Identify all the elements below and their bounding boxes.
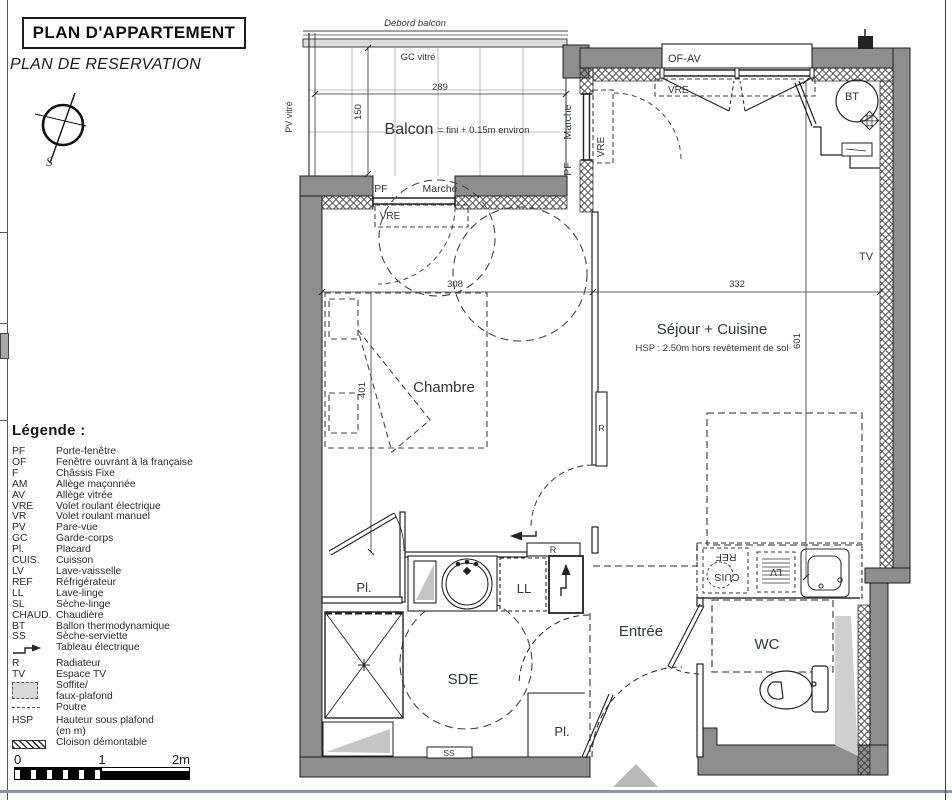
hsp-note: HSP : 2.50m hors revêtement de sol — [635, 343, 789, 354]
legend-row-cloison: Cloison démontable — [12, 738, 280, 753]
cloison-demontable-symbol — [12, 740, 46, 749]
shower-drain — [358, 659, 370, 671]
turning-circles — [379, 180, 587, 729]
scale-bar-graphic — [14, 767, 190, 780]
fridge-label: REF — [715, 551, 737, 563]
vre-of-label: VRE — [668, 85, 689, 96]
page-right-border — [945, 0, 946, 800]
duct-shading — [835, 616, 858, 756]
compass-south-label: S — [46, 154, 53, 169]
border-tick — [0, 232, 8, 233]
legend-row: PF Porte-fenêtre — [12, 446, 117, 457]
of-av-label: OF-AV — [668, 53, 701, 65]
legend-row: SL Sèche-linge — [12, 598, 111, 610]
legend-row: SS Sèche-serviette — [12, 631, 128, 643]
legend-row: AV Allège vitrée — [12, 489, 113, 501]
scale-bar — [14, 752, 190, 780]
chambre-placard-door — [329, 513, 404, 555]
dim-601: 601 — [792, 333, 803, 349]
toilet — [760, 666, 828, 712]
entree-label: Entrée — [618, 623, 664, 640]
entry-marker-triangle — [613, 764, 658, 787]
pf-side-label: PF — [562, 162, 574, 176]
poutre-symbol — [12, 707, 40, 712]
vanity — [408, 556, 497, 611]
glass-guardrail — [303, 39, 567, 47]
tableau-electrique-symbol — [12, 644, 42, 655]
placard-left-label: Pl. — [356, 580, 372, 595]
dim-401: 401 — [357, 382, 368, 398]
legend-row: REF Réfrigérateur — [12, 576, 117, 588]
cooktop-label: CUIS — [714, 571, 740, 583]
soffite-symbol — [12, 682, 38, 699]
sejour-label: Séjour + Cuisine — [656, 321, 768, 338]
legend-row: TV Espace TV — [12, 669, 107, 681]
scale-1: 1 — [98, 752, 106, 767]
balcon-note: = fini + 0.15m environ — [438, 125, 530, 136]
legend-row: PV Pare-vue — [12, 522, 98, 534]
scale-2m: 2m — [171, 752, 190, 767]
marche-side-label: Marche — [562, 104, 574, 140]
scale-0: 0 — [14, 752, 22, 767]
tableau-electrique-arrow — [510, 531, 536, 541]
electric-panel — [549, 556, 583, 613]
sde-label: SDE — [447, 671, 479, 688]
balcon-label: Balcon — [384, 121, 434, 138]
legend-row: F Châssis Fixe — [12, 467, 115, 479]
tv-label: TV — [858, 251, 874, 263]
legend-row-tableau: Tableau électrique — [12, 643, 280, 659]
legend-row: VRE Volet roulant électrique — [12, 500, 161, 512]
vent-block — [858, 36, 873, 49]
legend-row-soffite: Soffite/ faux-plafond — [12, 681, 280, 703]
page-title: PLAN D'APPARTEMENT — [22, 17, 246, 49]
sde-door-swing — [519, 615, 589, 685]
border-tick — [0, 420, 8, 421]
vre-top-label: VRE — [379, 211, 401, 222]
legend-row-poutre: Poutre — [12, 703, 280, 716]
shower — [325, 612, 403, 718]
washing-machine-label: LL — [516, 581, 532, 596]
page-left-border — [7, 0, 8, 800]
bench — [323, 722, 393, 756]
dim-332: 332 — [729, 279, 745, 290]
pv-vitre-label: PV vitré — [284, 101, 294, 133]
legend-row-hsp: HSP Hauteur sous plafond (en m) — [12, 714, 154, 737]
page-bottom-divider — [0, 790, 952, 793]
kitchen-sink — [801, 549, 849, 597]
compass-north-arrow — [28, 86, 100, 178]
legend-row: AM Allège maçonnée — [12, 478, 136, 490]
legend-row: BT Ballon thermodynamique — [12, 620, 170, 632]
gc-vitre-label: GC vitré — [400, 52, 436, 63]
legend-title: Légende : — [12, 422, 86, 439]
chambre-label: Chambre — [413, 379, 475, 396]
legend-row: GC Garde-corps — [12, 533, 114, 545]
radiator-wall-label: R — [598, 423, 605, 433]
legend-row: CHAUD. Chaudière — [12, 609, 104, 621]
dim-308: 308 — [447, 279, 463, 290]
legend-row: Pl. Placard — [12, 544, 91, 556]
debord-balcon-label: Débord balcon — [384, 18, 446, 29]
partition-walls — [322, 212, 703, 757]
wc-label: WC — [754, 636, 780, 653]
bt-label: BT — [844, 91, 860, 103]
dishwasher-label: LV — [769, 566, 783, 578]
radiator-entree-label: R — [549, 545, 557, 555]
dim-150: 150 — [353, 104, 364, 120]
towel-dryer-label: SS — [443, 748, 455, 758]
legend-row: LV Lave-vaisselle — [12, 565, 122, 577]
bottom-placard — [528, 693, 613, 758]
legend — [12, 422, 280, 752]
marche-top-label: Marche — [422, 183, 458, 195]
page-subtitle: PLAN DE RESERVATION — [10, 56, 201, 73]
pf-top-label: PF — [374, 183, 388, 195]
balcony — [303, 31, 568, 176]
border-tick — [0, 323, 8, 324]
vre-side-label: VRE — [596, 136, 607, 158]
legend-row: OF Fenêtre ouvrant à la française — [12, 456, 193, 468]
legend-row: R Radiateur — [12, 658, 101, 670]
border-gray-block — [0, 333, 9, 359]
placard-bottom-label: Pl. — [554, 724, 570, 739]
legend-row: CUIS. Cuisson — [12, 555, 94, 567]
chambre-furniture — [325, 293, 593, 527]
dim-289: 289 — [432, 82, 448, 93]
legend-row: VR Volet roulant manuel — [12, 511, 150, 523]
legend-row: LL Lave-linge — [12, 587, 104, 599]
bt-closet — [795, 80, 880, 168]
duct-symbol — [860, 111, 878, 129]
sde-room — [323, 531, 589, 758]
